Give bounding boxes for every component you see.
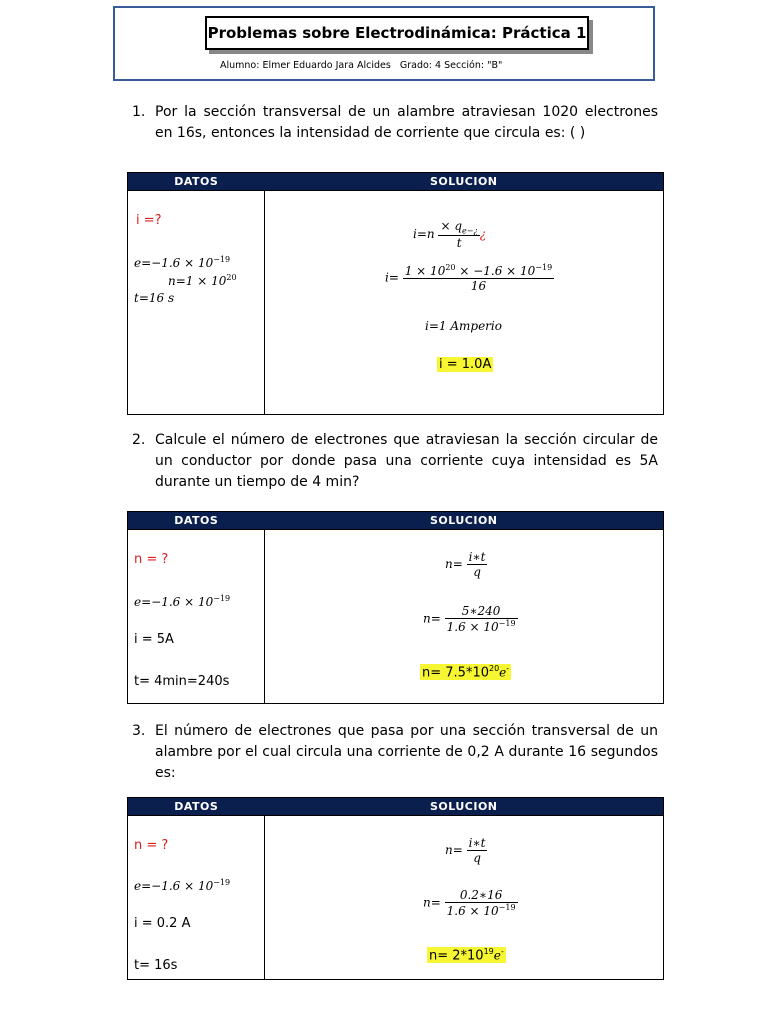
col-solucion: SOLUCION <box>265 173 664 191</box>
problem-1 <box>132 102 658 144</box>
time-value: t= 4min=240s <box>134 674 230 689</box>
electron-charge: $e=-1.6 \times 10^{-19}$ <box>134 878 231 893</box>
unknown-value: n = ? <box>134 552 169 567</box>
problem-number: 3. <box>132 723 146 739</box>
electron-charge: $e=-1.6 \times 10^{-19}$ <box>134 255 231 270</box>
solucion-cell <box>265 816 664 980</box>
unknown-value: i =? <box>136 213 162 228</box>
col-solucion: SOLUCION <box>265 512 664 530</box>
answer: $n= 7.5*10^{20}e^-$ <box>422 664 510 681</box>
title-box <box>205 16 589 50</box>
problem-2 <box>132 430 658 493</box>
formula-2: n= $\frac{0.2∗16}{1.6 \times 10^{-19}}$ <box>423 888 516 918</box>
answer: i = 1.0A <box>439 357 492 372</box>
problem-number: 2. <box>132 432 146 448</box>
problem-1-table <box>127 172 664 415</box>
formula-2: i= $\frac{1 \times 10^{20} \times -1.6 \times 10^{-19}}{16}$ <box>385 263 553 293</box>
col-datos: DATOS <box>128 512 265 530</box>
solucion-cell <box>265 191 664 415</box>
unknown-value: n = ? <box>134 838 169 853</box>
formula-1: i=n $\frac{\times q_{e-¿}}{t}$ ¿ <box>413 219 487 251</box>
datos-cell <box>128 816 265 980</box>
solucion-cell <box>265 530 664 704</box>
student-info: Alumno: Elmer Eduardo Jara Alcides Grado: 4 Sección: "B" <box>220 60 503 71</box>
current-value: i = 5A <box>134 632 174 647</box>
col-datos: DATOS <box>128 173 265 191</box>
time-value: t= 16s <box>134 958 178 973</box>
problem-3-table <box>127 797 664 980</box>
formula-3: i=1 Amperio <box>425 319 502 333</box>
problem-text: Por la sección transversal de un alambre atraviesan 1020 electrones en 16s, entonces la intensidad de corriente que circula es: ( ) <box>155 104 658 141</box>
problem-text: Calcule el número de electrones que atraviesan la sección circular de un conductor por donde pasa una corriente cuya intensidad es 5A durante un tiempo de 4 min? <box>155 432 658 490</box>
col-datos: DATOS <box>128 798 265 816</box>
datos-cell <box>128 530 265 704</box>
electron-count: $n=1 \times 10^{20}$ <box>168 273 237 288</box>
formula-1: n= $\frac{i∗t}{q}$ <box>445 550 486 579</box>
problem-number: 1. <box>132 104 146 120</box>
formula-2: n= $\frac{5∗240}{1.6 \times 10^{-19}}$ <box>423 604 516 634</box>
current-value: i = 0.2 A <box>134 916 191 931</box>
col-solucion: SOLUCION <box>265 798 664 816</box>
page-title: Problemas sobre Electrodinámica: Práctica 1 <box>207 24 587 42</box>
answer: $n= 2*10^{19}e^-$ <box>429 947 504 964</box>
formula-1: n= $\frac{i∗t}{q}$ <box>445 836 486 865</box>
problem-3 <box>132 721 658 784</box>
datos-cell <box>128 191 265 415</box>
problem-2-table <box>127 511 664 704</box>
problem-text: El número de electrones que pasa por una sección transversal de un alambre por el cual circula una corriente de 0,2 A durante 16 segundos es: <box>155 723 658 781</box>
time-value: t=16 s <box>134 291 175 305</box>
electron-charge: $e=-1.6 \times 10^{-19}$ <box>134 594 231 609</box>
